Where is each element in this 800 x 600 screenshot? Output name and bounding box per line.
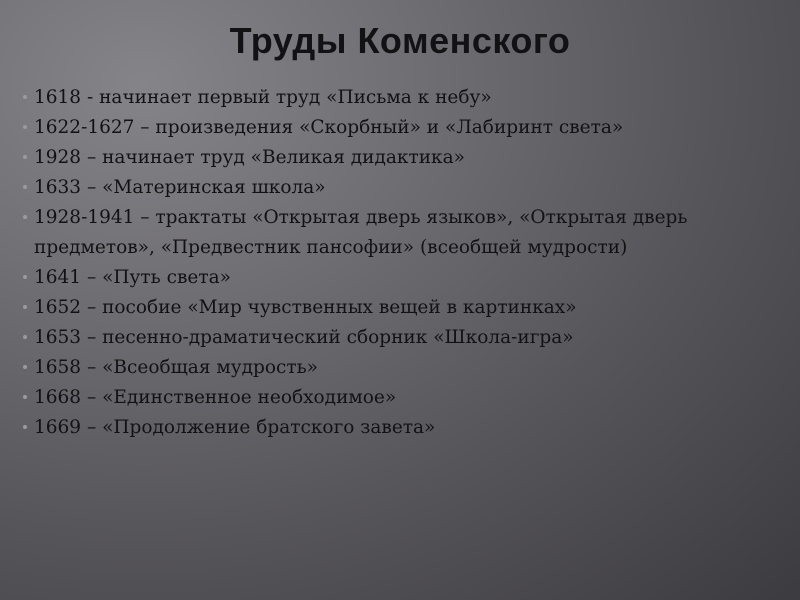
list-item-text: 1653 – песенно-драматический сборник «Школа-игра» (34, 327, 574, 348)
list-item (20, 203, 760, 263)
list-item (20, 353, 760, 383)
bullet-icon (23, 365, 27, 369)
list-item-text: 1633 – «Материнская школа» (34, 177, 326, 198)
list-item-text: 1641 – «Путь света» (34, 267, 231, 288)
bullet-icon (23, 425, 27, 429)
list-item (20, 383, 760, 413)
list-item (20, 83, 760, 113)
list-item (20, 263, 760, 293)
list-item-text: 1652 – пособие «Мир чувственных вещей в картинках» (34, 297, 577, 318)
list-item-text: 1928-1941 – трактаты «Открытая дверь языков», «Открытая дверь предметов», «Предвестник пансофии» (всеобщей мудрости) (34, 207, 688, 258)
slide-title: Труды Коменского (229, 20, 571, 61)
bullet-icon (23, 395, 27, 399)
bullet-icon (23, 335, 27, 339)
bullet-icon (23, 215, 27, 219)
works-list (20, 83, 760, 443)
bullet-icon (23, 185, 27, 189)
list-item (20, 173, 760, 203)
list-item (20, 113, 760, 143)
bullet-icon (23, 275, 27, 279)
bullet-icon (23, 95, 27, 99)
list-item-text: 1618 - начинает первый труд «Письма к небу» (34, 87, 492, 108)
list-item-text: 1669 – «Продолжение братского завета» (34, 417, 436, 438)
bullet-icon (23, 155, 27, 159)
list-item-text: 1622-1627 – произведения «Скорбный» и «Лабиринт света» (34, 117, 624, 138)
list-item (20, 293, 760, 323)
bullet-icon (23, 125, 27, 129)
list-item-text: 1668 – «Единственное необходимое» (34, 387, 397, 408)
list-item (20, 143, 760, 173)
bullet-icon (23, 305, 27, 309)
list-item-text: 1928 – начинает труд «Великая дидактика» (34, 147, 465, 168)
list-item (20, 323, 760, 353)
list-item-text: 1658 – «Всеобщая мудрость» (34, 357, 319, 378)
list-item (20, 413, 760, 443)
